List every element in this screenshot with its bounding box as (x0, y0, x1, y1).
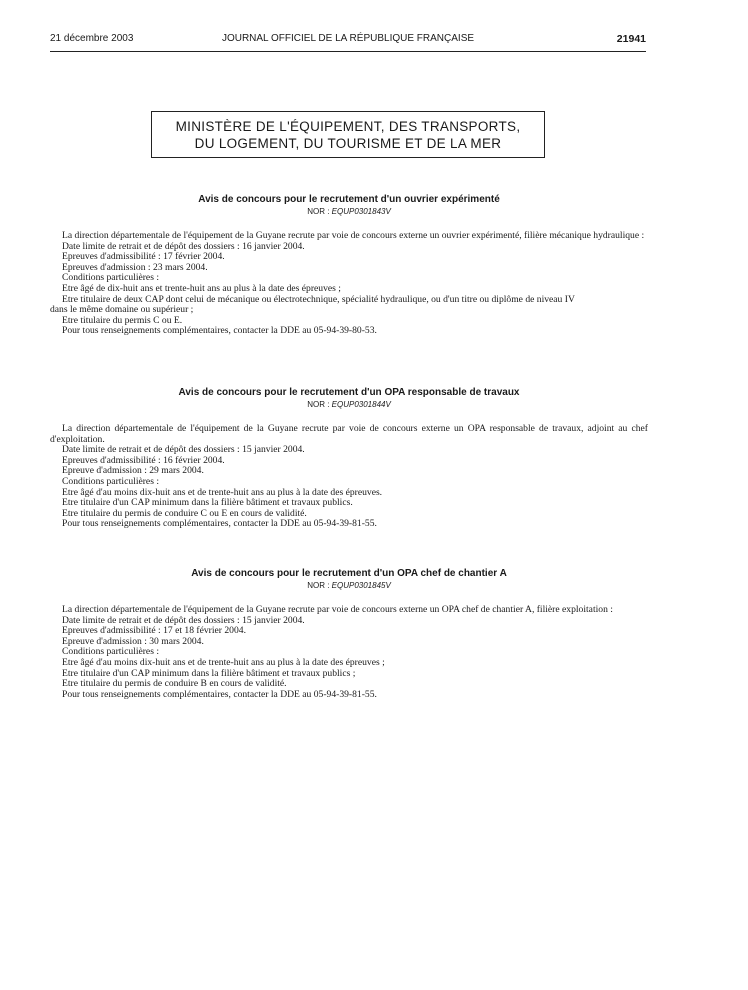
nor-reference (50, 399, 648, 411)
nor-reference (50, 206, 648, 218)
notice-line: Etre âgé d'au moins dix-huit ans et de trente-huit ans au plus à la date des épreuves. (62, 486, 383, 498)
page-number: 21941 (616, 33, 646, 45)
notice-section (50, 567, 648, 700)
notice-line: Conditions particulières : (62, 272, 159, 284)
notice-line: Epreuves d'admissibilité : 17 février 2004. (62, 251, 225, 263)
notice-section (50, 386, 648, 530)
notice-line: Etre titulaire de deux CAP dont celui de mécanique ou électrotechnique, spécialité hydraulique, ou d'un titre ou diplôme de niveau IV (62, 293, 575, 305)
nor-label: NOR : (307, 400, 330, 409)
nor-reference (50, 580, 648, 592)
header-rule (50, 51, 646, 52)
nor-code: EQUP0301843V (331, 207, 391, 216)
notice-intro: La direction départementale de l'équipement de la Guyane recrute par voie de concours externe un OPA chef de chantier A, filière exploitation : (62, 604, 613, 615)
notice-line: Etre titulaire du permis de conduire C ou E en cours de validité. (62, 507, 307, 519)
notice-contact: Pour tous renseignements complémentaires, contacter la DDE au 05-94-39-80-53. (62, 325, 377, 337)
notice-title: Avis de concours pour le recrutement d'un OPA chef de chantier A (191, 568, 507, 579)
notice-line: Epreuves d'admissibilité : 17 et 18 février 2004. (62, 625, 246, 637)
notice-line: Etre titulaire d'un CAP minimum dans la filière bâtiment et travaux publics. (62, 497, 353, 509)
ministry-line-1: MINISTÈRE DE L'ÉQUIPEMENT, DES TRANSPORTS, (175, 119, 521, 134)
notice-line: Date limite de retrait et de dépôt des dossiers : 15 janvier 2004. (62, 614, 305, 626)
notice-line: Epreuves d'admission : 23 mars 2004. (62, 261, 208, 273)
notice-line: Etre titulaire du permis C ou E. (62, 314, 183, 326)
notice-line: Etre titulaire d'un CAP minimum dans la filière bâtiment et travaux publics ; (62, 667, 356, 679)
notice-line: Conditions particulières : (62, 646, 159, 658)
notice-section (50, 193, 648, 337)
notice-line: Epreuves d'admissibilité : 16 février 2004. (62, 454, 225, 466)
notice-line: Etre âgé d'au moins dix-huit ans et de trente-huit ans au plus à la date des épreuves ; (62, 656, 385, 668)
journal-title: JOURNAL OFFICIEL DE LA RÉPUBLIQUE FRANÇAISE (221, 33, 475, 44)
notice-title: Avis de concours pour le recrutement d'un OPA responsable de travaux (178, 387, 520, 398)
nor-code: EQUP0301844V (331, 400, 391, 409)
ministry-heading-box (151, 111, 545, 158)
nor-label: NOR : (307, 581, 330, 590)
notice-body (50, 424, 648, 530)
page-header (50, 33, 646, 47)
notice-line: Conditions particulières : (62, 475, 159, 487)
notice-line-continued: dans le même domaine ou supérieur ; (50, 304, 194, 316)
notice-line: Date limite de retrait et de dépôt des dossiers : 16 janvier 2004. (62, 240, 305, 252)
notice-body (50, 605, 648, 700)
notice-intro: La direction départementale de l'équipement de la Guyane recrute par voie de concours externe un ouvrier expérimenté, filière mécanique hydraulique : (62, 230, 645, 241)
ministry-line-2: DU LOGEMENT, DU TOURISME ET DE LA MER (194, 136, 502, 151)
notice-intro: La direction départementale de l'équipement de la Guyane recrute par voie de concours externe un OPA responsable de travaux, adjoint au chef d'exploitation. (50, 423, 648, 445)
notice-line: Epreuve d'admission : 30 mars 2004. (62, 635, 204, 647)
nor-label: NOR : (307, 207, 330, 216)
notice-contact: Pour tous renseignements complémentaires, contacter la DDE au 05-94-39-81-55. (62, 518, 377, 530)
notice-contact: Pour tous renseignements complémentaires, contacter la DDE au 05-94-39-81-55. (62, 688, 377, 700)
header-date: 21 décembre 2003 (50, 33, 134, 44)
notice-line: Etre titulaire du permis de conduire B en cours de validité. (62, 678, 287, 690)
notice-title: Avis de concours pour le recrutement d'un ouvrier expérimenté (198, 194, 500, 205)
notice-line: Etre âgé de dix-huit ans et trente-huit ans au plus à la date des épreuves ; (62, 282, 341, 294)
notice-line: Epreuve d'admission : 29 mars 2004. (62, 465, 204, 477)
notice-body (50, 231, 648, 337)
notice-line: Date limite de retrait et de dépôt des dossiers : 15 janvier 2004. (62, 444, 305, 456)
nor-code: EQUP0301845V (331, 581, 391, 590)
